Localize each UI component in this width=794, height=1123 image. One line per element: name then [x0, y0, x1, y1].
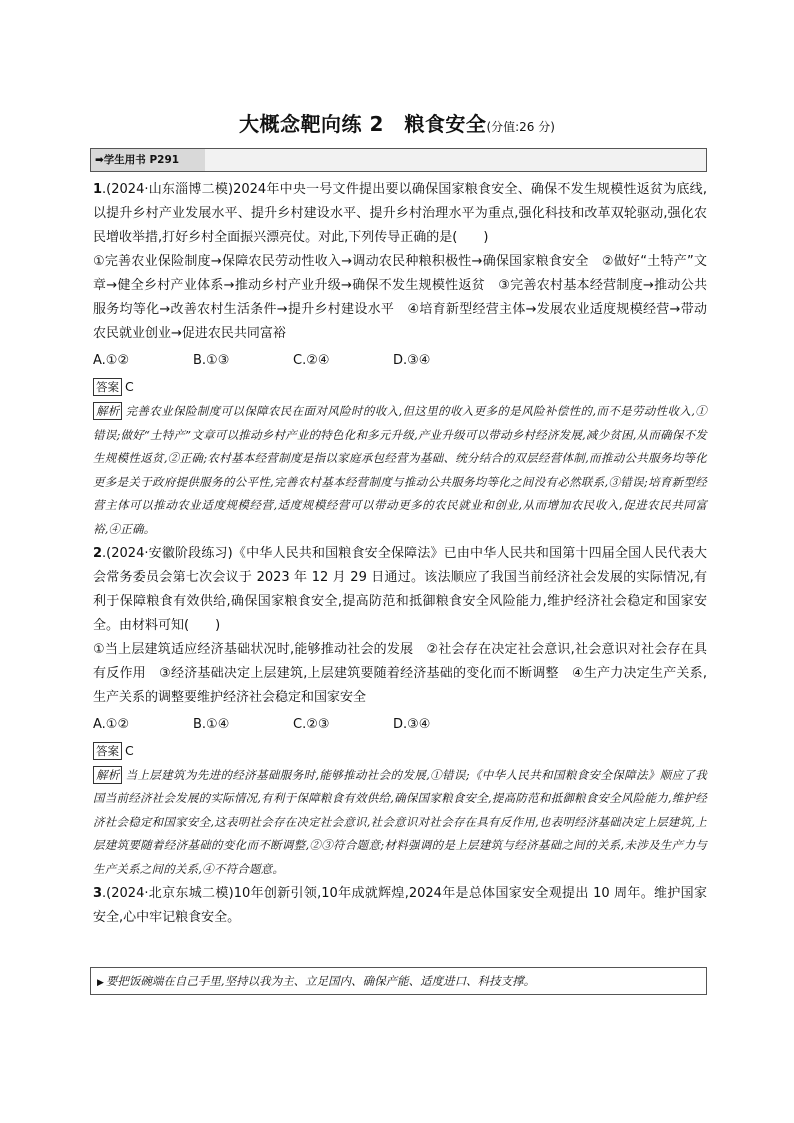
- page-title-block: [0, 108, 794, 137]
- question-2-stem: [93, 542, 707, 638]
- question-3-number: 3: [93, 885, 103, 901]
- option-b[interactable]: B.①④: [193, 716, 230, 732]
- arrow-icon: ▶: [97, 978, 104, 988]
- question-1-answer: [93, 376, 707, 398]
- question-3-stem: [93, 882, 707, 930]
- question-2-number: 2: [93, 545, 103, 561]
- content: [93, 178, 707, 930]
- question-1-stem: [93, 178, 707, 250]
- page-title: 大概念靶向练 2 粮食安全: [239, 112, 487, 136]
- question-1-options: [93, 348, 707, 374]
- option-d[interactable]: D.③④: [393, 716, 431, 732]
- question-2-answer: [93, 740, 707, 762]
- answer-value: C: [125, 379, 134, 394]
- option-a[interactable]: A.①②: [93, 716, 130, 732]
- explanation-tag: 解析: [93, 766, 122, 784]
- question-2-explanation: [93, 764, 707, 882]
- reference-bar: [90, 148, 707, 172]
- hint-text: 要把饭碗端在自己手里,坚持以我为主、立足国内、确保产能、适度进口、科技支撑。: [105, 974, 536, 988]
- option-a[interactable]: A.①②: [93, 353, 130, 368]
- option-c[interactable]: C.②④: [293, 353, 330, 368]
- explanation-tag: 解析: [93, 402, 122, 420]
- hint-box: [90, 967, 707, 995]
- question-1-items: ①完善农业保险制度→保障农民劳动性收入→调动农民种粮积极性→确保国家粮食安全 ②做好“土特产”文章→健全乡村产业体系→推动乡村产业升级→确保不发生规模性返贫 ③完善农村基本经营制度→推动公共服务均等化→改善农村生活条件→提升乡村建设水平 ④培育新型经营主体→发展农业适度规模经营→带动农民就业创业→促进农民共同富裕: [93, 254, 707, 341]
- question-2-items: ①当上层建筑适应经济基础状况时,能够推动社会的发展 ②社会存在决定社会意识,社会意识对社会存在具有反作用 ③经济基础决定上层建筑,上层建筑要随着经济基础的变化而不断调整 ④生产力决定生产关系,生产关系的调整要维护经济社会稳定和国家安全: [93, 641, 707, 705]
- option-c[interactable]: C.②③: [293, 716, 330, 732]
- explanation-text: 完善农业保险制度可以保障农民在面对风险时的收入,但这里的收入更多的是风险补偿性的,而不是劳动性收入,①错误;做好“土特产”文章可以推动乡村产业的特色化和多元升级,产业升级可以带动乡村经济发展,减少贫困,从而确保不发生规模性返贫,②正确;农村基本经营制度是指以家庭承包经营为基础、统分结合的双层经营体制,而推动公共服务均等化更多是关于政府提供服务的公平性,完善农村基本经营制度与推动公共服务均等化之间没有必然联系,③错误;培育新型经营主体可以推动农业适度规模经营,适度规模经营可以带动更多的农民就业和创业,从而增加农民收入,促进农民共同富裕,④正确。: [93, 404, 707, 536]
- reference-label: ➡学生用书 P291: [91, 149, 205, 171]
- answer-tag: 答案: [93, 378, 122, 396]
- option-d[interactable]: D.③④: [393, 353, 431, 368]
- question-2-text: .(2024·安徽阶段练习)《中华人民共和国粮食安全保障法》已由中华人民共和国第十四届全国人民代表大会常务委员会第七次会议于 2023 年 12 月 29 日通过。该法顺应了我国当前经济社会发展的实际情况,有利于保障粮食有效供给,确保国家粮食安全,提高防范和抵御粮食安全风险能力,维护经济社会稳定和国家安全。由材料可知( ): [93, 545, 707, 633]
- question-2-options: [93, 712, 707, 738]
- question-3-text: .(2024·北京东城二模)10年创新引领,10年成就辉煌,2024年是总体国家安全观提出 10 周年。维护国家安全,心中牢记粮食安全。: [93, 885, 707, 925]
- question-1-explanation: [93, 400, 707, 542]
- answer-value: C: [125, 742, 134, 758]
- score-note: (分值:26 分): [486, 120, 555, 134]
- question-1-text: .(2024·山东淄博二模)2024年中央一号文件提出要以确保国家粮食安全、确保不发生规模性返贫为底线,以提升乡村产业发展水平、提升乡村建设水平、提升乡村治理水平为重点,强化科技和改革双轮驱动,强化农民增收举措,打好乡村全面振兴漂亮仗。对此,下列传导正确的是( ): [93, 182, 707, 245]
- question-1-number: 1: [93, 182, 103, 197]
- answer-tag: 答案: [93, 742, 122, 760]
- explanation-text: 当上层建筑为先进的经济基础服务时,能够推动社会的发展,①错误;《中华人民共和国粮食安全保障法》顺应了我国当前经济社会发展的实际情况,有利于保障粮食有效供给,确保国家粮食安全,提高防范和抵御粮食安全风险能力,维护经济社会稳定和国家安全,这表明社会存在决定社会意识,社会意识对社会存在具有反作用,也表明经济基础决定上层建筑,上层建筑要随着经济基础的变化而不断调整,②③符合题意;材料强调的是上层建筑与经济基础之间的关系,未涉及生产力与生产关系之间的关系,④不符合题意。: [93, 767, 707, 876]
- option-b[interactable]: B.①③: [193, 353, 230, 368]
